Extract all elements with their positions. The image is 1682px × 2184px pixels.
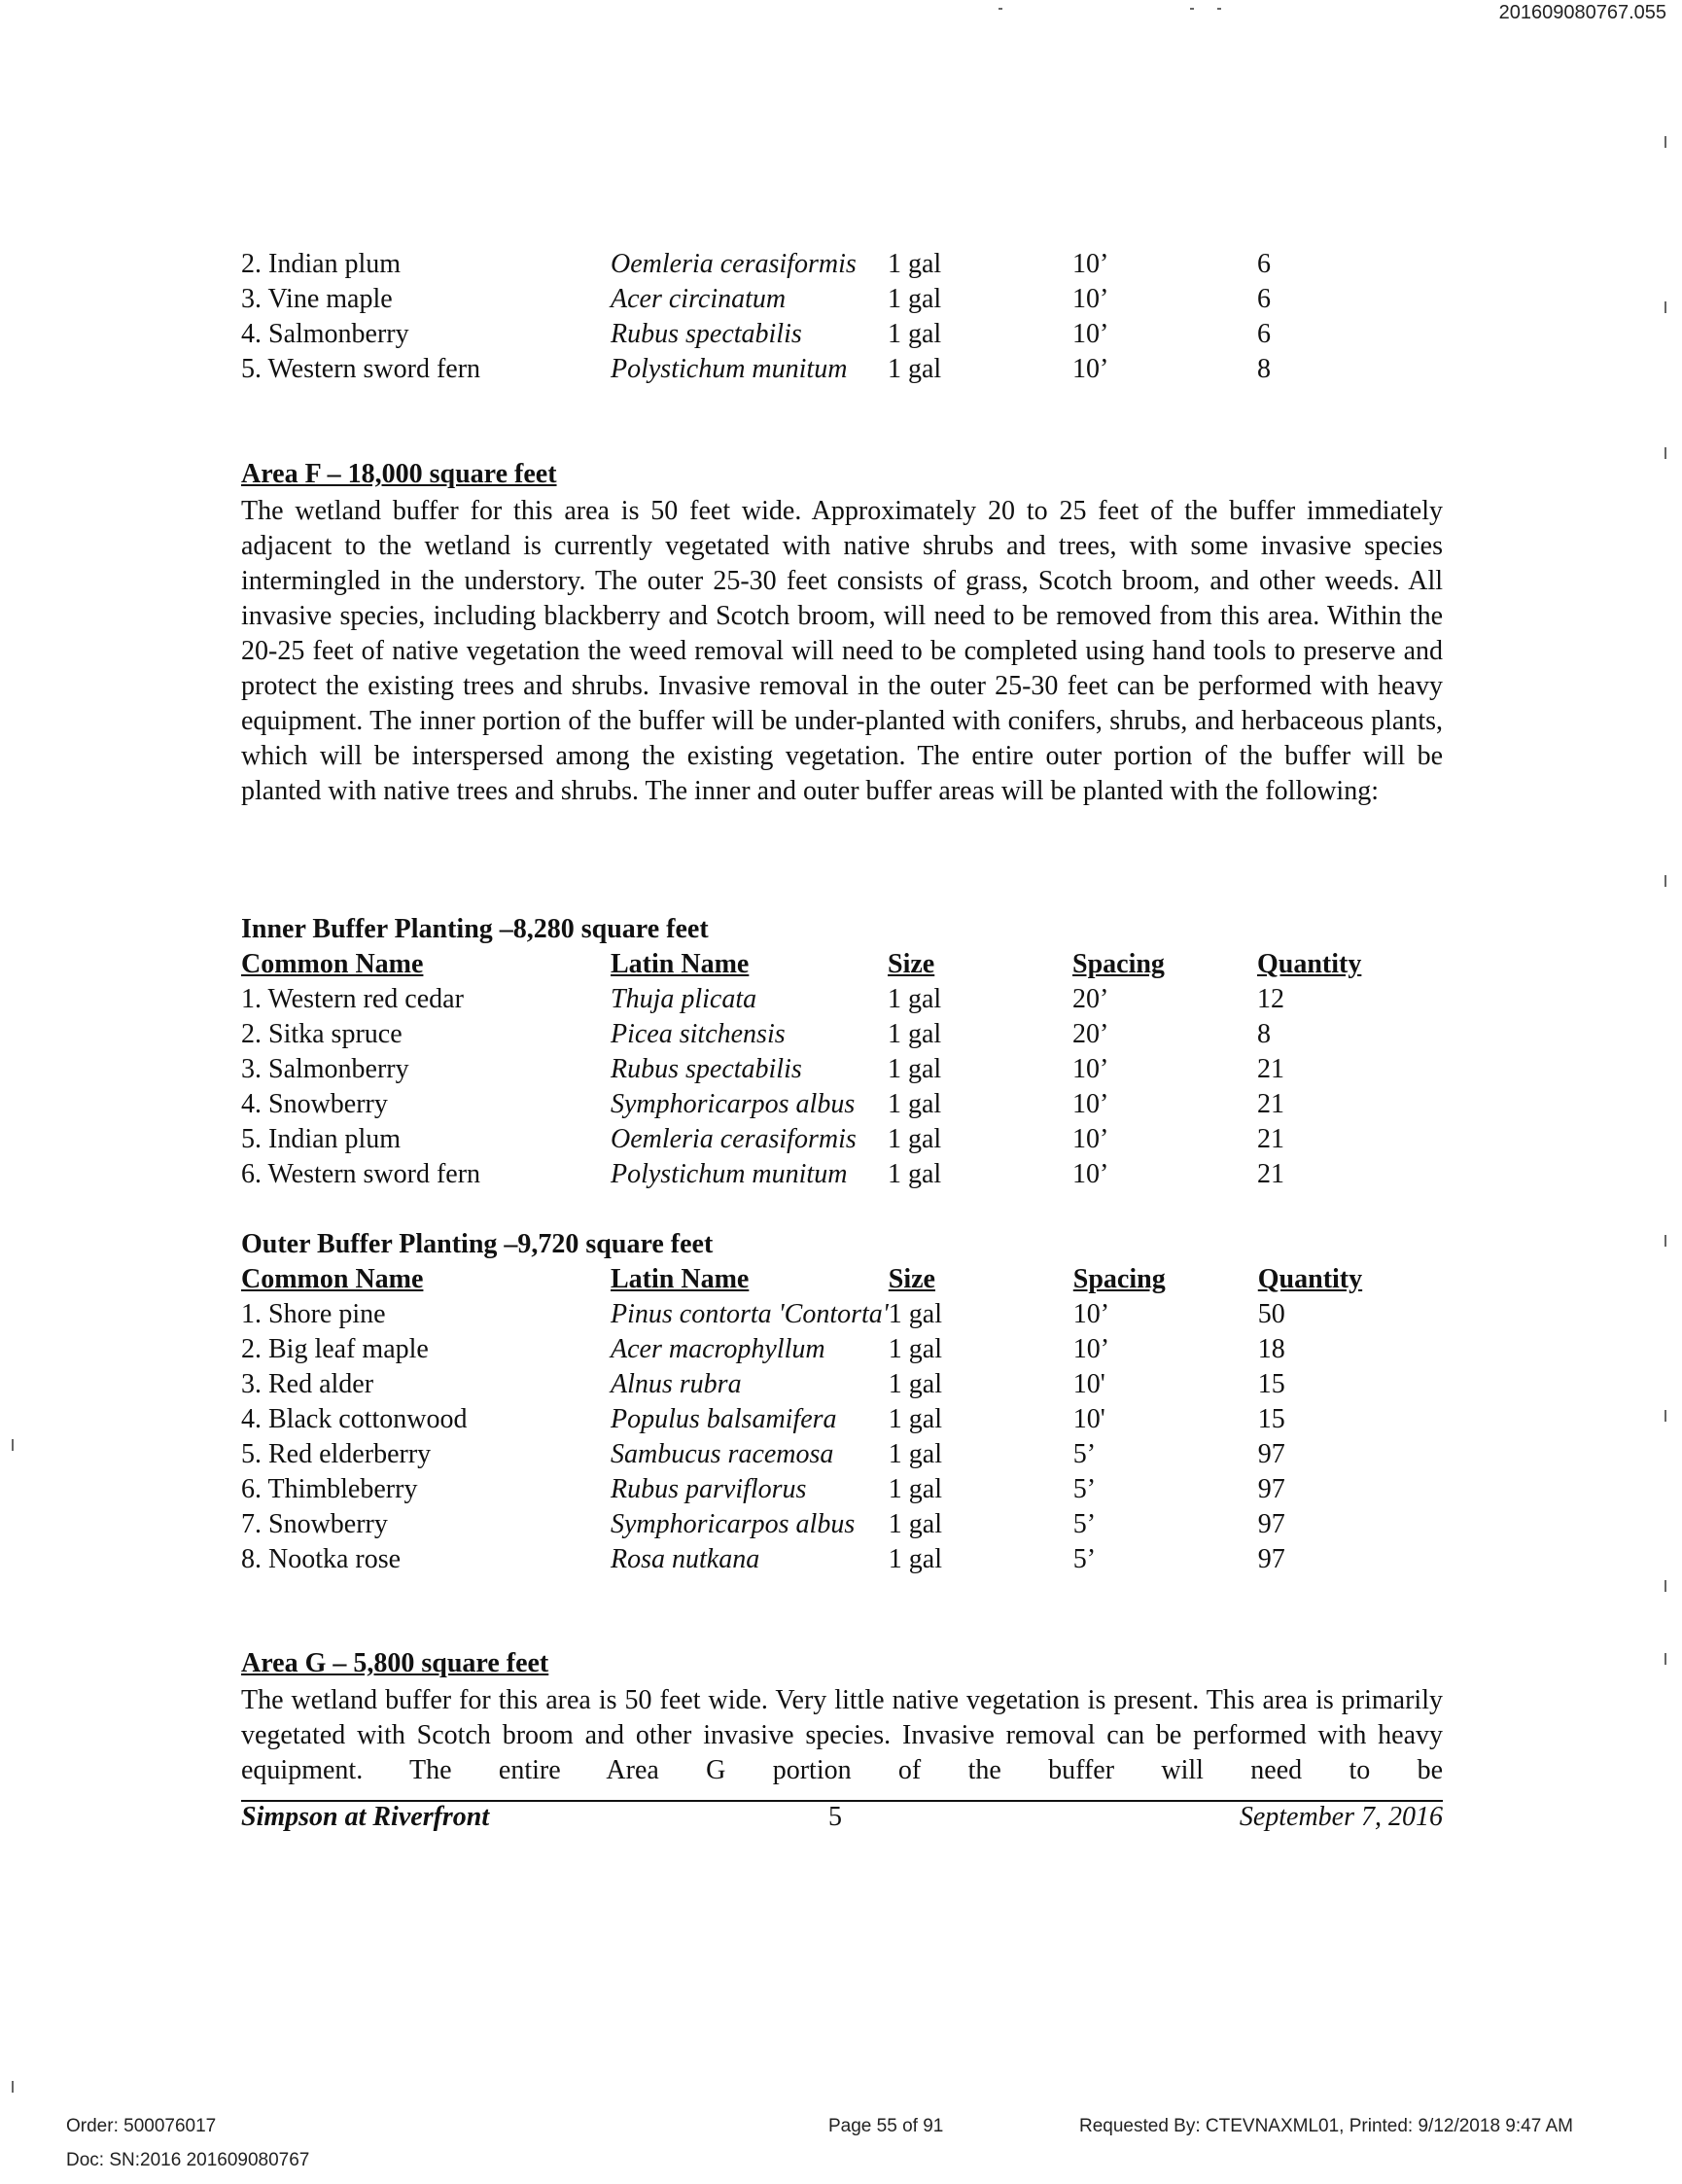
common-name-cell: 6. Thimbleberry — [241, 1474, 418, 1504]
quantity-cell: 21 — [1257, 1159, 1284, 1189]
top-plant-table — [241, 247, 1403, 387]
common-name-cell: 3. Vine maple — [241, 284, 393, 314]
size-cell: 1 gal — [888, 1299, 942, 1329]
table-row — [241, 1122, 1403, 1157]
spacing-cell: 10’ — [1072, 1124, 1109, 1154]
latin-name-cell: Polystichum munitum — [611, 1159, 848, 1189]
common-name-cell: 4. Snowberry — [241, 1089, 388, 1119]
size-cell: 1 gal — [888, 284, 942, 314]
spacing-cell: 5’ — [1072, 1474, 1097, 1504]
quantity-cell: 21 — [1257, 1124, 1284, 1154]
quantity-cell: 21 — [1257, 1089, 1284, 1119]
quantity-cell: 6 — [1257, 249, 1271, 279]
spacing-cell: 10’ — [1072, 1299, 1110, 1329]
scan-mark — [1217, 8, 1221, 10]
table-row — [241, 1052, 1403, 1087]
area-g-heading: Area G – 5,800 square feet — [241, 1648, 549, 1678]
quantity-cell: 97 — [1257, 1509, 1285, 1539]
latin-name-cell: Sambucus racemosa — [611, 1439, 834, 1469]
quantity-cell: 18 — [1257, 1334, 1285, 1364]
scan-mark — [1664, 301, 1666, 313]
quantity-cell: 6 — [1257, 284, 1271, 314]
scan-mark — [1664, 447, 1666, 459]
latin-name-cell: Thuja plicata — [611, 984, 757, 1014]
common-name-cell: 2. Indian plum — [241, 249, 402, 279]
outer-buffer-title: Outer Buffer Planting –9,720 square feet — [241, 1229, 714, 1259]
inner-buffer-table — [241, 947, 1403, 1192]
page-of-total: Page 55 of 91 — [828, 2116, 944, 2136]
table-row — [241, 1157, 1403, 1192]
size-cell: 1 gal — [888, 1369, 942, 1399]
column-header-quantity: Quantity — [1257, 949, 1362, 979]
table-row — [241, 247, 1403, 282]
size-cell: 1 gal — [888, 1334, 942, 1364]
size-cell: 1 gal — [888, 1054, 942, 1084]
spacing-cell: 10’ — [1072, 284, 1109, 314]
table-row — [241, 1542, 1404, 1577]
common-name-cell: 1. Shore pine — [241, 1299, 386, 1329]
common-name-cell: 4. Black cottonwood — [241, 1404, 468, 1434]
common-name-cell: 4. Salmonberry — [241, 319, 409, 349]
latin-name-cell: Acer circinatum — [611, 284, 787, 314]
quantity-cell: 21 — [1257, 1054, 1284, 1084]
size-cell: 1 gal — [888, 1089, 942, 1119]
footer-page-number: 5 — [828, 1802, 842, 1832]
scan-mark — [1664, 1410, 1666, 1422]
common-name-cell: 7. Snowberry — [241, 1509, 388, 1539]
size-cell: 1 gal — [888, 1509, 942, 1539]
latin-name-cell: Populus balsamifera — [611, 1404, 837, 1434]
size-cell: 1 gal — [888, 984, 942, 1014]
quantity-cell: 50 — [1257, 1299, 1285, 1329]
table-row — [241, 1017, 1403, 1052]
latin-name-cell: Picea sitchensis — [611, 1019, 786, 1049]
latin-name-cell: Symphoricarpos albus — [611, 1089, 856, 1119]
latin-name-cell: Polystichum munitum — [611, 354, 848, 384]
common-name-cell: 5. Western sword fern — [241, 354, 481, 384]
spacing-cell: 10’ — [1072, 1159, 1109, 1189]
scan-mark — [1664, 875, 1666, 887]
size-cell: 1 gal — [888, 1544, 942, 1574]
area-g-paragraph: The wetland buffer for this area is 50 feet wide. Very little native vegetation is present. This area is primarily vegetated with Scotch broom and other invasive species. Invasive removal can be performed with heavy equipment. The entire Area G portion of the buffer will need to be — [241, 1685, 1443, 1785]
column-header-spacing: Spacing — [1072, 949, 1165, 979]
scan-mark — [1190, 8, 1194, 10]
column-header-quantity: Quantity — [1257, 1264, 1363, 1294]
spacing-cell: 20’ — [1072, 984, 1109, 1014]
size-cell: 1 gal — [888, 1474, 942, 1504]
print-info: Requested By: CTEVNAXML01, Printed: 9/12/2018 9:47 AM — [1078, 2116, 1573, 2136]
size-cell: 1 gal — [888, 354, 942, 384]
scan-mark — [999, 8, 1002, 10]
spacing-cell: 10' — [1072, 1369, 1105, 1399]
table-row — [241, 1472, 1404, 1507]
size-cell: 1 gal — [888, 1124, 942, 1154]
quantity-cell: 12 — [1257, 984, 1284, 1014]
table-row — [241, 1507, 1404, 1542]
spacing-cell: 10’ — [1072, 249, 1109, 279]
table-row — [241, 317, 1403, 352]
order-number: Order: 500076017 — [66, 2116, 217, 2136]
column-header-latin: Latin Name — [611, 1264, 750, 1294]
scan-mark — [1664, 1235, 1666, 1247]
quantity-cell: 6 — [1257, 319, 1271, 349]
quantity-cell: 97 — [1257, 1544, 1285, 1574]
size-cell: 1 gal — [888, 249, 942, 279]
common-name-cell: 5. Red elderberry — [241, 1439, 432, 1469]
quantity-cell: 8 — [1257, 354, 1271, 384]
outer-buffer-table — [241, 1262, 1404, 1577]
table-row — [241, 1087, 1403, 1122]
scan-mark — [1664, 1653, 1666, 1665]
size-cell: 1 gal — [888, 1159, 942, 1189]
column-header-latin: Latin Name — [611, 949, 750, 979]
latin-name-cell: Rubus spectabilis — [611, 1054, 802, 1084]
table-row — [241, 982, 1403, 1017]
common-name-cell: 6. Western sword fern — [241, 1159, 481, 1189]
latin-name-cell: Rubus parviflorus — [611, 1474, 807, 1504]
latin-name-cell: Oemleria cerasiformis — [611, 1124, 857, 1154]
quantity-cell: 15 — [1257, 1369, 1285, 1399]
common-name-cell: 3. Red alder — [241, 1369, 374, 1399]
latin-name-cell: Oemleria cerasiformis — [611, 249, 857, 279]
inner-buffer-title: Inner Buffer Planting –8,280 square feet — [241, 914, 709, 944]
spacing-cell: 10’ — [1072, 354, 1109, 384]
spacing-cell: 10’ — [1072, 1334, 1110, 1364]
quantity-cell: 97 — [1257, 1474, 1285, 1504]
size-cell: 1 gal — [888, 1019, 942, 1049]
scan-mark — [1664, 1580, 1666, 1592]
spacing-cell: 20’ — [1072, 1019, 1109, 1049]
spacing-cell: 5’ — [1072, 1544, 1097, 1574]
table-row — [241, 1332, 1404, 1367]
column-header-common: Common Name — [241, 1264, 424, 1294]
common-name-cell: 2. Big leaf maple — [241, 1334, 429, 1364]
latin-name-cell: Pinus contorta 'Contorta' — [611, 1299, 889, 1329]
quantity-cell: 8 — [1257, 1019, 1271, 1049]
spacing-cell: 10’ — [1072, 1089, 1109, 1119]
scan-mark — [1664, 136, 1666, 148]
size-cell: 1 gal — [888, 1404, 942, 1434]
spacing-cell: 10’ — [1072, 319, 1109, 349]
size-cell: 1 gal — [888, 319, 942, 349]
latin-name-cell: Rosa nutkana — [611, 1544, 760, 1574]
column-header-common: Common Name — [241, 949, 424, 979]
size-cell: 1 gal — [888, 1439, 942, 1469]
table-row — [241, 1437, 1404, 1472]
scan-mark — [12, 1439, 14, 1451]
spacing-cell: 5’ — [1072, 1509, 1097, 1539]
common-name-cell: 8. Nootka rose — [241, 1544, 402, 1574]
spacing-cell: 10' — [1072, 1404, 1105, 1434]
table-header-row — [241, 947, 1403, 982]
spacing-cell: 10’ — [1072, 1054, 1109, 1084]
column-header-size: Size — [888, 949, 935, 979]
table-header-row — [241, 1262, 1404, 1297]
table-row — [241, 1402, 1404, 1437]
area-f-heading: Area F – 18,000 square feet — [241, 459, 557, 489]
common-name-cell: 3. Salmonberry — [241, 1054, 409, 1084]
column-header-spacing: Spacing — [1072, 1264, 1166, 1294]
table-row — [241, 282, 1403, 317]
quantity-cell: 97 — [1257, 1439, 1285, 1469]
document-stamp: 201609080767.055 — [1498, 2, 1666, 23]
scan-mark — [12, 2081, 14, 2093]
table-row — [241, 352, 1403, 387]
latin-name-cell: Acer macrophyllum — [611, 1334, 825, 1364]
common-name-cell: 2. Sitka spruce — [241, 1019, 403, 1049]
quantity-cell: 15 — [1257, 1404, 1285, 1434]
latin-name-cell: Rubus spectabilis — [611, 319, 802, 349]
spacing-cell: 5’ — [1072, 1439, 1097, 1469]
column-header-size: Size — [888, 1264, 935, 1294]
latin-name-cell: Symphoricarpos albus — [611, 1509, 856, 1539]
latin-name-cell: Alnus rubra — [611, 1369, 742, 1399]
doc-number: Doc: SN:2016 201609080767 — [66, 2150, 310, 2170]
footer-date: September 7, 2016 — [1239, 1802, 1443, 1832]
area-f-paragraph: The wetland buffer for this area is 50 feet wide. Approximately 20 to 25 feet of the buffer immediately adjacent to the wetland is currently vegetated with native shrubs and trees, with some invasive species intermingled in the understory. The outer 25-30 feet consists of grass, Scotch broom, and other weeds. All invasive species, including blackberry and Scotch broom, will need to be removed from this area. Within the 20-25 feet of native vegetation the weed removal will need to be completed using hand tools to preserve and protect the existing trees and shrubs. Invasive removal in the outer 25-30 feet can be performed with heavy equipment. The inner portion of the buffer will be under-planted with conifers, shrubs, and herbaceous plants, which will be interspersed among the existing vegetation. The entire outer portion of the buffer will be planted with native trees and shrubs. The inner and outer buffer areas will be planted with the following: — [241, 496, 1443, 806]
common-name-cell: 1. Western red cedar — [241, 984, 464, 1014]
table-row — [241, 1367, 1404, 1402]
table-row — [241, 1297, 1404, 1332]
common-name-cell: 5. Indian plum — [241, 1124, 402, 1154]
footer-project-name: Simpson at Riverfront — [241, 1802, 490, 1832]
